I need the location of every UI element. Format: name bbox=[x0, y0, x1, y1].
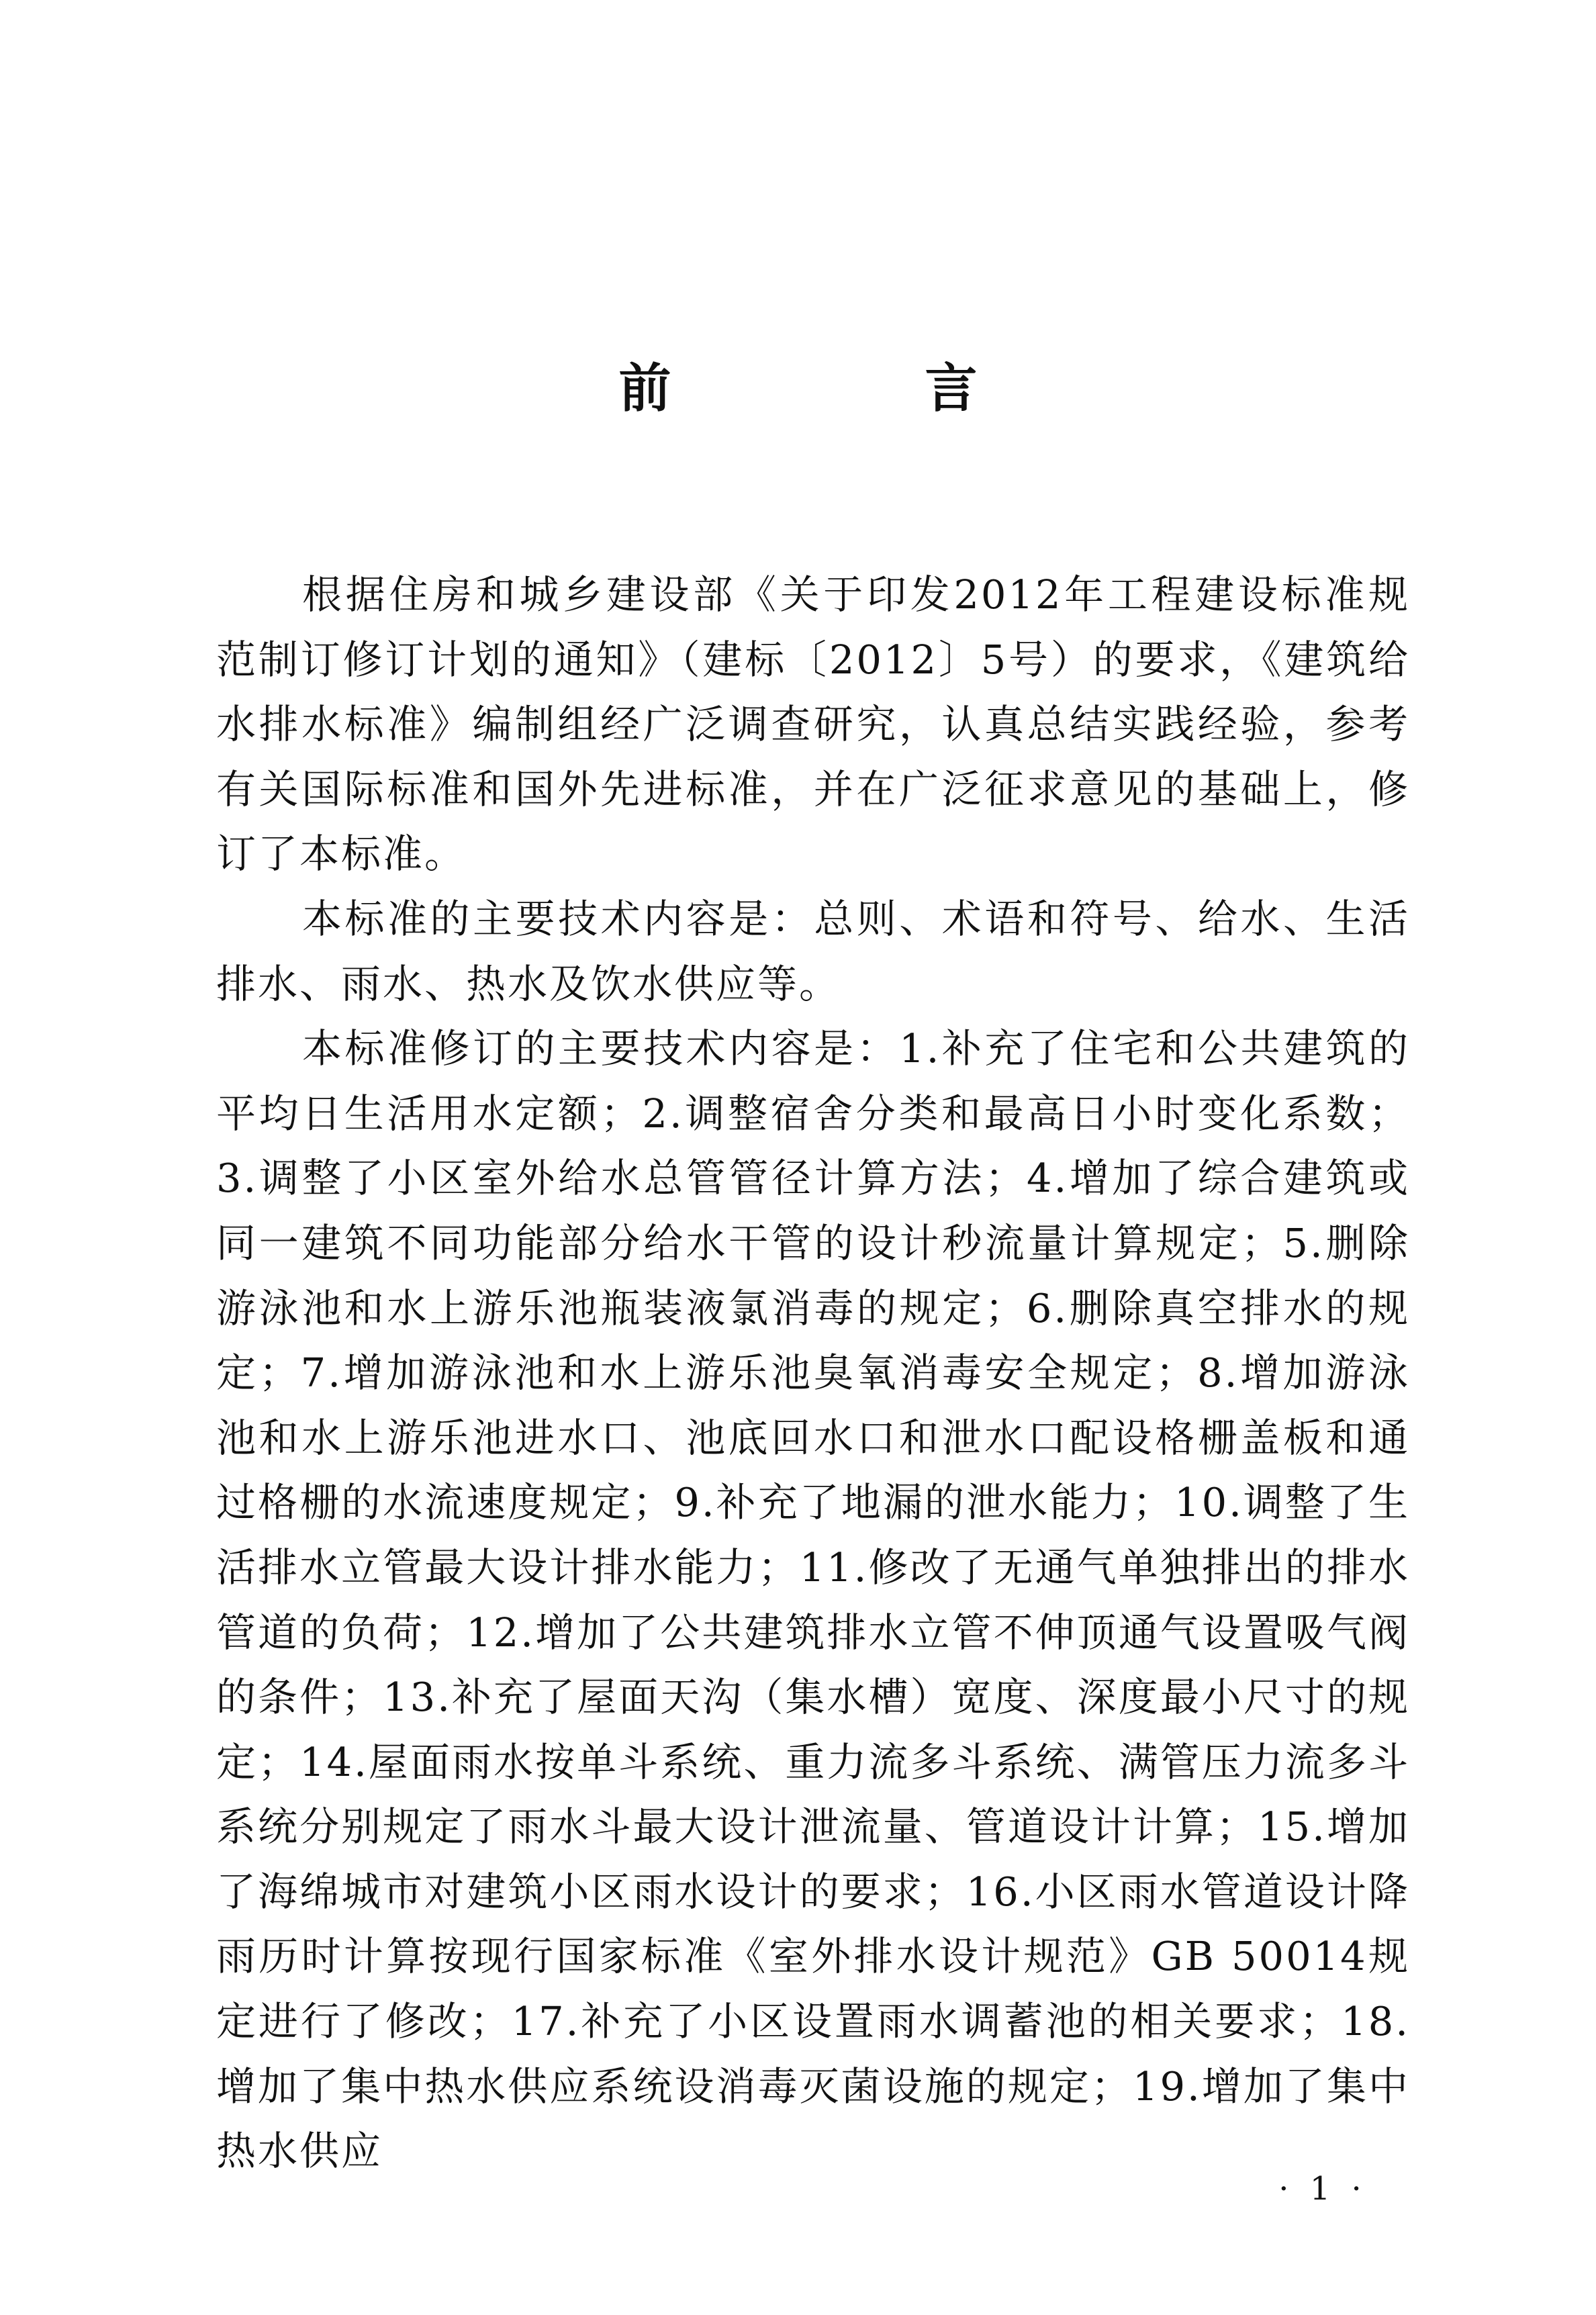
paragraph: 本标准的主要技术内容是：总则、术语和符号、给水、生活排水、雨水、热水及饮水供应等。 bbox=[216, 895, 1410, 1007]
paragraph: 本标准修订的主要技术内容是：1.补充了住宅和公共建筑的平均日生活用水定额；2.调整宿舍分类和最高日小时变化系数；3.调整了小区室外给水总管管径计算方法；4.增加了综合建筑或同一建筑不同功能部分给水干管的设计秒流量计算规定；5.删除游泳池和水上游乐池瓶装液氯消毒的规定；6.删除真空排水的规定；7.增加游泳池和水上游乐池臭氧消毒安全规定；8.增加游泳池和水上游乐池进水口、池底回水口和泄水口配设格栅盖板和通过格栅的水流速度规定；9.补充了地漏的泄水能力；10.调整了生活排水立管最大设计排水能力；11.修改了无通气单独排出的排水管道的负荷；12.增加了公共建筑排水立管不伸顶通气设置吸气阀的条件；13.补充了屋面天沟（集水槽）宽度、深度最小尺寸的规定；14.屋面雨水按单斗系统、重力流多斗系统、满管压力流多斗系统分别规定了雨水斗最大设计泄流量、管道设计计算；15.增加了海绵城市对建筑小区雨水设计的要求；16.小区雨水管道设计降雨历时计算按现行国家标准《室外排水设计规范》GB 50014规定进行了修改；17.补充了小区设置雨水调蓄池的相关要求；18.增加了集中热水供应系统设消毒灭菌设施的规定；19.增加了集中热水供应 bbox=[216, 1025, 1410, 2175]
page-title: 前 言 bbox=[618, 359, 1078, 419]
paragraph: 根据住房和城乡建设部《关于印发2012年工程建设标准规范制订修订计划的通知》（建标〔2012〕5号）的要求，《建筑给水排水标准》编制组经广泛调查研究，认真总结实践经验，参考有关国际标准和国外先进标准，并在广泛征求意见的基础上，修订了本标准。 bbox=[216, 571, 1410, 878]
body-text bbox=[216, 563, 1410, 2184]
page-number: · 1 · bbox=[1278, 2170, 1367, 2208]
